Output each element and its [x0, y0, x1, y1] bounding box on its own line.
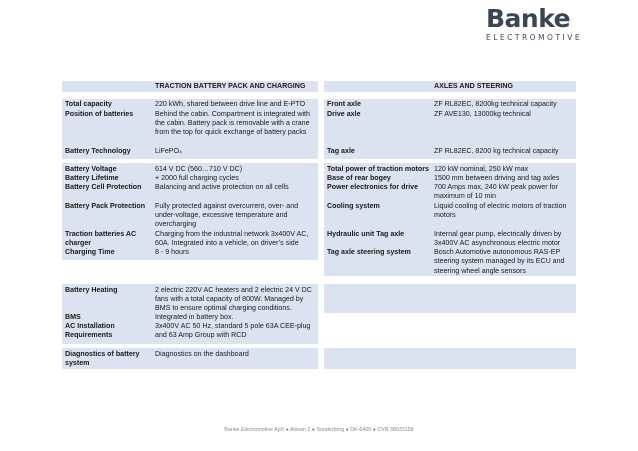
shaded-block	[324, 284, 576, 313]
logo-subtitle: ELECTROMOTIVE	[486, 33, 583, 42]
spec-label: Hydraulic unit Tag axle	[327, 229, 405, 238]
spec-value: 3x400V AC 50 Hz, standard 5 pole 63A CEE-plug and 63 Amp Group with RCD	[155, 322, 311, 340]
spec-label: AC Installation Requirements	[65, 322, 115, 340]
spec-value: 120 kW nominal, 250 kW max	[434, 164, 529, 173]
spec-value: 1500 mm between driving and tag axles	[434, 173, 560, 182]
spec-label: Cooling system	[327, 201, 380, 210]
spec-label: Battery Heating	[65, 285, 118, 294]
spec-label: Tag axle steering system	[327, 248, 411, 256]
spec-label: BMS	[65, 313, 81, 321]
spec-value: ZF AVE130, 13000kg technical	[434, 109, 531, 118]
spec-label: Battery Technology	[65, 147, 131, 155]
section-title: AXLES AND STEERING	[434, 82, 513, 90]
section-title: TRACTION BATTERY PACK AND CHARGING	[155, 82, 306, 90]
spec-label: Battery Pack Protection	[65, 201, 146, 210]
spec-value: Behind the cabin. Compartment is integrated with the cabin. Battery pack is removable with a crane from the top for quick exchange of battery packs	[155, 109, 310, 137]
spec-value: Liquid cooling of electric motors of traction motors	[434, 201, 567, 219]
spec-label: Total capacity	[65, 100, 112, 108]
spec-value: LiFePO₄	[155, 147, 182, 155]
spec-value: ZF RL82EC, 8200 kg technical capacity	[434, 147, 559, 155]
spec-value: 614 V DC (560…710 V DC)	[155, 164, 243, 173]
spec-value: Charging from the industrial network 3x400V AC, 60A. Integrated into a vehicle, on driver’s side	[155, 229, 309, 247]
spec-value: Fully protected against overcurrent, over- and under-voltage, excessive temperature and overcharging	[155, 201, 299, 229]
spec-value: Internal gear pump, electrically driven by 3x400V AC asynchronous electric motor	[434, 229, 562, 247]
logo-wordmark: Banke	[486, 4, 571, 33]
spec-label: Battery Cell Protection	[65, 182, 142, 191]
spec-label: Base of rear bogey	[327, 173, 391, 182]
spec-label: Power electronics for drive	[327, 182, 419, 191]
spec-value: 8 - 9 hours	[155, 248, 189, 256]
spec-label: Battery Lifetime	[65, 173, 119, 182]
spec-label: Charging Time	[65, 248, 115, 256]
spec-label: Traction batteries AC charger	[65, 229, 137, 247]
spec-label: Tag axle	[327, 147, 355, 155]
spec-label: Position of batteries	[65, 109, 134, 118]
spec-value: 700 Amps max, 240 kW peak power for maximum of 10 min	[434, 182, 558, 200]
spec-label: Front axle	[327, 100, 361, 108]
spec-label: Drive axle	[327, 109, 361, 118]
spec-value: 220 kWh, shared between drive line and E-PTO	[155, 100, 306, 108]
spec-value: Diagnostics on the dashboard	[155, 350, 249, 358]
spec-value: 2 electric 220V AC heaters and 2 electric 24 V DC fans with a total capacity of 800W. Managed by BMS to ensure optimal charging conditions.	[155, 285, 312, 313]
page-footer: Banke Electromotive ApS ● Alsvan 2 ● Sonderborg ● DK-6400 ● CVR 38033158	[224, 427, 414, 433]
spec-value: + 2000 full charging cycles	[155, 173, 239, 182]
company-logo	[486, 4, 583, 42]
spec-value: ZF RL82EC, 8200kg technical capacity	[434, 100, 557, 108]
spec-value: Integrated in battery box.	[155, 313, 234, 321]
shaded-block	[324, 348, 576, 369]
spec-label: Battery Voltage	[65, 164, 117, 173]
spec-value: Balancing and active protection on all cells	[155, 182, 289, 191]
spec-value: Bosch Automotive autonomous RAS-EP steering system managed by its ECU and steering wheel angle sensors	[434, 248, 565, 275]
spec-label: Diagnostics of battery system	[65, 350, 140, 368]
spec-label: Total power of traction motors	[327, 164, 429, 173]
